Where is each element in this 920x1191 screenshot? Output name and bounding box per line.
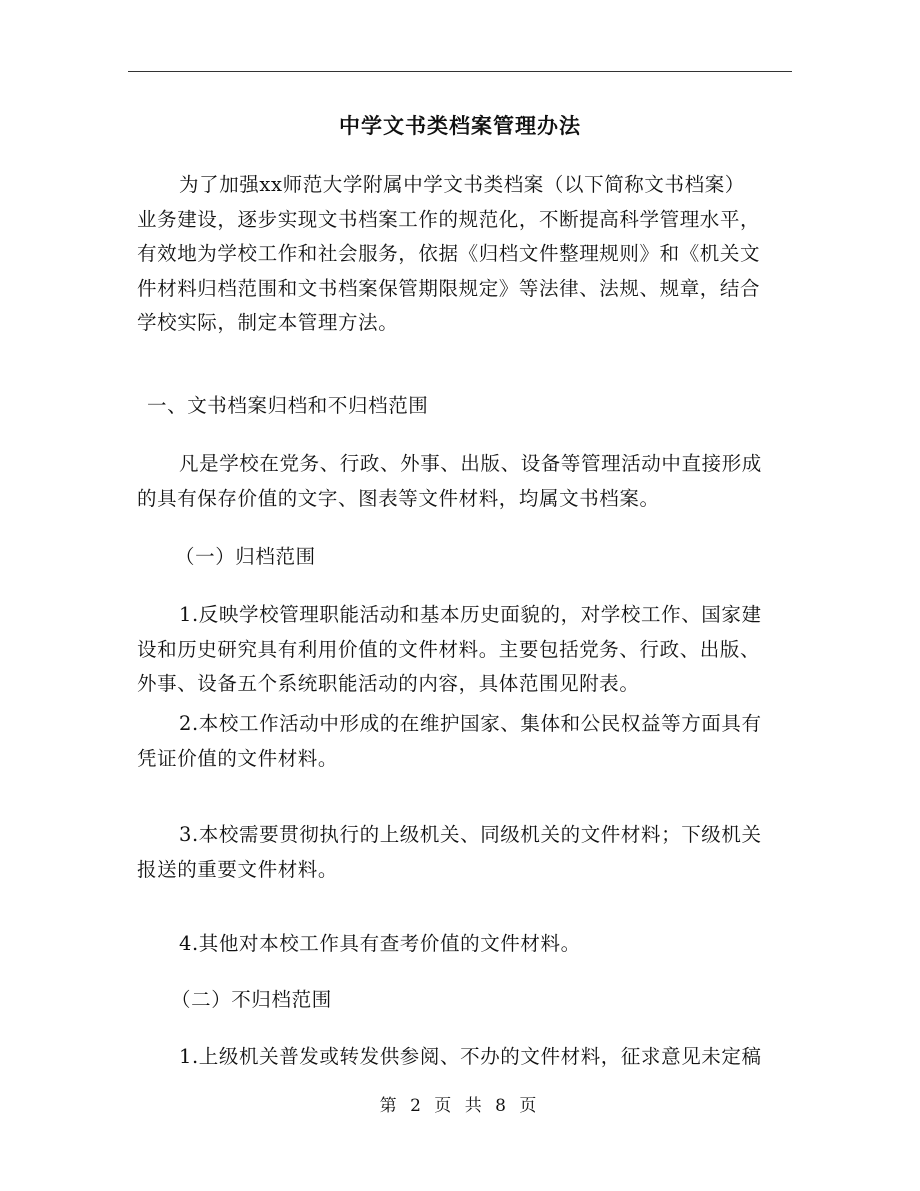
subsection-heading	[137, 540, 791, 575]
paragraph-line: 凡是学校在党务、行政、外事、出版、设备等管理活动中直接形成	[179, 452, 762, 475]
paragraph-line: 一、文书档案归档和不归档范围	[147, 394, 429, 417]
list-item	[137, 927, 791, 962]
paragraph-line: 2.本校工作活动中形成的在维护国家、集体和公民权益等方面具有	[179, 712, 762, 735]
paragraph-line: 1.上级机关普发或转发供参阅、不办的文件材料，征求意见未定稿	[179, 1045, 762, 1068]
paragraph-line: 业务建设，逐步实现文书档案工作的规范化，不断提高科学管理水平，	[137, 207, 761, 231]
section-heading	[137, 389, 791, 424]
paragraph-line: 有效地为学校工作和社会服务，依据《归档文件整理规则》和《机关文	[137, 242, 761, 265]
paragraph-line: 的具有保存价值的文字、图表等文件材料，均属文书档案。	[137, 486, 660, 510]
list-item	[137, 707, 791, 776]
list-item	[137, 598, 791, 702]
paragraph-line: 4.其他对本校工作具有查考价值的文件材料。	[179, 932, 581, 955]
list-item	[137, 818, 791, 887]
document-title: 中学文书类档案管理办法	[339, 114, 581, 138]
list-item	[137, 1040, 791, 1075]
paragraph-line: 件材料归档范围和文书档案保管期限规定》等法律、法规、规章，结合	[137, 276, 761, 300]
paragraph-line: 学校实际，制定本管理方法。	[137, 311, 399, 334]
paragraph-line: 1.反映学校管理职能活动和基本历史面貌的，对学校工作、国家建	[179, 603, 762, 626]
paragraph-line: 外事、设备五个系统职能活动的内容，具体范围见附表。	[137, 672, 640, 695]
subsection-heading	[137, 983, 791, 1018]
paragraph-line: （二）不归档范围	[171, 988, 332, 1011]
paragraph-line: 3.本校需要贯彻执行的上级机关、同级机关的文件材料；下级机关	[179, 823, 762, 846]
paragraph-line: 设和历史研究具有利用价值的文件材料。主要包括党务、行政、出版、	[137, 637, 761, 661]
paragraph-line: 报送的重要文件材料。	[137, 857, 339, 881]
header-rule	[128, 71, 792, 72]
paragraph-intro	[137, 168, 791, 341]
page-footer: 第 2 页 共 8 页	[379, 1096, 541, 1116]
paragraph-line: （一）归档范围	[175, 545, 316, 568]
paragraph-line: 为了加强xx师范大学附属中学文书类档案（以下简称文书档案）	[179, 173, 745, 196]
paragraph-definition	[137, 447, 791, 516]
paragraph-line: 凭证价值的文件材料。	[137, 746, 339, 770]
